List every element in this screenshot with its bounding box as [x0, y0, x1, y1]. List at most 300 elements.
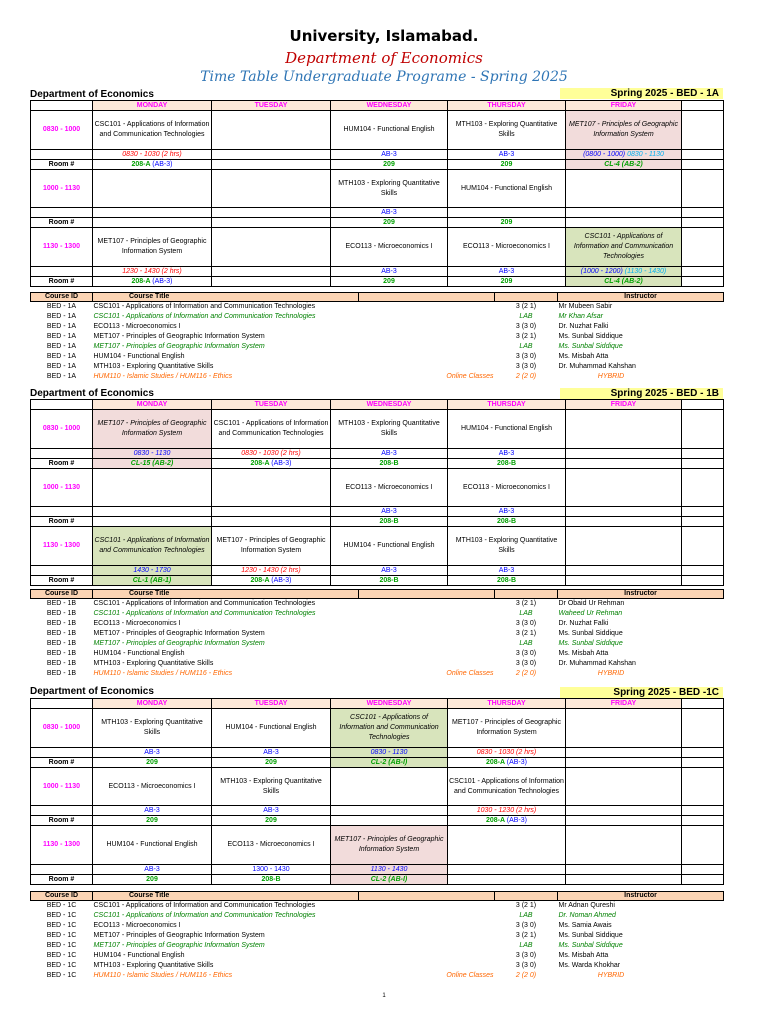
class-detail	[566, 208, 682, 218]
course-title: MET107 - Principles of Geographic Information System	[93, 333, 265, 340]
time-slot-row	[31, 768, 724, 806]
class-time: 0830 - 1030 (2 hrs)	[241, 449, 301, 457]
room-cell	[566, 875, 682, 885]
room-cell	[448, 576, 566, 586]
course-row	[31, 352, 724, 362]
instructor-header: Instructor	[558, 590, 724, 599]
room-number: 209	[383, 277, 395, 285]
room-block: (AB-3)	[506, 758, 527, 766]
course-id: BED - 1A	[46, 333, 77, 340]
class-time: AB-3	[381, 449, 397, 457]
class-time: AB-3	[381, 566, 397, 574]
course-instructor: Dr. Muhammad Kahshan	[558, 363, 636, 370]
room-number: 209	[383, 218, 395, 226]
class-detail	[212, 150, 331, 160]
course-title: MTH103 - Exploring Quantitative Skills	[93, 660, 214, 667]
class-detail	[212, 507, 331, 517]
course-title: CSC101 - Applications of Information and Communication Technologies	[93, 902, 316, 909]
class-detail	[212, 267, 331, 277]
course-credit: 3 (2 1)	[515, 630, 537, 637]
course-title: HUM110 - Islamic Studies / HUM116 - Ethics	[93, 373, 233, 380]
row-label	[31, 150, 93, 160]
room-row	[31, 576, 724, 586]
class-detail	[93, 208, 212, 218]
class-cell	[566, 709, 682, 748]
class-detail	[448, 566, 566, 576]
class-time: 1300 - 1430	[252, 865, 290, 873]
time-slot: 0830 - 1000	[31, 709, 93, 748]
extra-cell	[682, 228, 724, 267]
class-cell: MET107 - Principles of Geographic Information System	[212, 527, 331, 566]
class-detail	[331, 449, 448, 459]
course-title: CSC101 - Applications of Information and Communication Technologies	[93, 600, 316, 607]
instructor-header: Instructor	[558, 892, 724, 901]
class-time: (0800 - 1000)	[583, 150, 626, 158]
class-time: AB-3	[263, 806, 279, 814]
class-detail	[212, 208, 331, 218]
class-cell: CSC101 - Applications of Information and Communication Technologies	[93, 111, 212, 150]
class-detail	[566, 507, 682, 517]
extra-cell	[682, 507, 724, 517]
extra-cell	[682, 566, 724, 576]
room-number: 208-B	[496, 576, 517, 584]
course-id: BED - 1A	[46, 313, 77, 320]
room-cell	[212, 576, 331, 586]
corner-cell	[31, 400, 93, 410]
day-header: FRIDAY	[566, 400, 682, 410]
day-header: TUESDAY	[212, 699, 331, 709]
class-detail	[448, 208, 566, 218]
class-detail	[93, 566, 212, 576]
day-header: THURSDAY	[448, 400, 566, 410]
course-list-header	[31, 293, 724, 302]
course-title: MET107 - Principles of Geographic Information System	[93, 343, 265, 350]
course-note: Online Classes	[446, 972, 494, 979]
class-time: 0830 - 1030 (2 hrs)	[122, 150, 182, 158]
room-number: CL-1 (AB-1)	[132, 576, 172, 584]
section-badge: Spring 2025 - BED - 1A	[560, 88, 723, 99]
course-row	[31, 639, 724, 649]
room-number: CL-15 (AB-2)	[130, 459, 174, 467]
class-detail	[448, 449, 566, 459]
class-room-row	[31, 865, 724, 875]
course-instructor: Ms. Sunbal Siddique	[558, 630, 623, 637]
section-badge: Spring 2025 - BED -1C	[560, 687, 723, 698]
class-cell	[212, 469, 331, 507]
section-badge: Spring 2025 - BED - 1B	[560, 388, 723, 399]
room-block: (AB-3)	[152, 160, 173, 168]
room-cell	[331, 218, 448, 228]
course-instructor: Dr Obaid Ur Rehman	[558, 600, 625, 607]
time-slot-row	[31, 527, 724, 566]
room-number: 208-A	[131, 277, 151, 285]
row-label	[31, 449, 93, 459]
class-detail	[212, 566, 331, 576]
extra-cell	[682, 208, 724, 218]
day-header: FRIDAY	[566, 699, 682, 709]
class-time: (1000 - 1200)	[580, 267, 623, 275]
class-time: 0830 - 1030 (2 hrs)	[476, 748, 537, 756]
room-cell	[331, 816, 448, 826]
room-cell	[93, 576, 212, 586]
class-cell	[212, 111, 331, 150]
time-slot-row	[31, 111, 724, 150]
class-detail	[566, 865, 682, 875]
class-cell: ECO113 - Microeconomics I	[448, 228, 566, 267]
class-detail	[448, 507, 566, 517]
course-row	[31, 901, 724, 912]
room-number: 209	[265, 816, 277, 824]
class-time: AB-3	[381, 507, 397, 515]
room-number: CL-4 (AB-2)	[604, 160, 643, 168]
room-cell	[448, 160, 566, 170]
room-number: 208-A	[486, 816, 505, 824]
class-detail	[566, 566, 682, 576]
course-id: BED - 1A	[46, 363, 77, 370]
class-time: 1230 - 1430 (2 hrs)	[122, 267, 182, 275]
course-credit: LAB	[519, 912, 533, 919]
course-title: HUM104 - Functional English	[93, 952, 185, 959]
class-detail	[93, 449, 212, 459]
class-detail	[448, 865, 566, 875]
class-detail	[331, 267, 448, 277]
course-instructor: Ms. Sunbal Siddique	[558, 932, 623, 939]
course-title: HUM104 - Functional English	[93, 353, 185, 360]
course-note	[359, 941, 495, 951]
course-title: MTH103 - Exploring Quantitative Skills	[93, 962, 214, 969]
class-cell: MET107 - Principles of Geographic Information System	[93, 410, 212, 449]
extra-cell	[682, 768, 724, 806]
course-id: BED - 1C	[46, 912, 77, 919]
course-row	[31, 599, 724, 610]
room-block: (AB-3)	[152, 277, 173, 285]
class-time: AB-3	[498, 449, 515, 457]
class-detail	[566, 150, 682, 160]
extra-cell	[682, 111, 724, 150]
course-note	[359, 609, 495, 619]
class-time: AB-3	[498, 566, 515, 574]
day-header: TUESDAY	[212, 101, 331, 111]
room-cell	[93, 875, 212, 885]
course-row	[31, 941, 724, 951]
course-credit: 3 (3 0)	[515, 962, 537, 969]
course-id: BED - 1B	[46, 620, 77, 627]
extra-cell	[682, 816, 724, 826]
room-cell	[448, 816, 566, 826]
class-detail	[331, 865, 448, 875]
room-cell	[212, 277, 331, 287]
course-instructor: Ms. Sunbal Siddique	[558, 942, 623, 949]
credit-header	[495, 293, 558, 302]
extra-cell	[682, 469, 724, 507]
corner-cell	[31, 101, 93, 111]
room-label: Room #	[31, 576, 93, 586]
course-title-header: Course Title	[93, 892, 359, 901]
time-slot-row	[31, 469, 724, 507]
course-instructor: Mr Mubeen Sabir	[558, 303, 613, 310]
class-room-row	[31, 507, 724, 517]
timetable-grid	[30, 100, 724, 287]
room-label: Room #	[31, 517, 93, 527]
class-detail	[331, 806, 448, 816]
class-cell: ECO113 - Microeconomics I	[331, 228, 448, 267]
section-dept-title: Department of Economics	[30, 89, 154, 100]
class-time: 1130 - 1430	[370, 865, 408, 873]
course-instructor: HYBRID	[597, 670, 625, 677]
class-time: AB-3	[381, 150, 397, 158]
extra-cell	[682, 277, 724, 287]
class-detail	[93, 507, 212, 517]
course-id: BED - 1A	[46, 323, 77, 330]
course-id: BED - 1C	[46, 942, 77, 949]
room-number: 209	[383, 160, 395, 168]
course-credit: 3 (2 1)	[515, 932, 537, 939]
room-cell	[331, 277, 448, 287]
course-instructor: Ms. Sunbal Siddique	[558, 343, 623, 350]
extra-cell	[682, 218, 724, 228]
course-title-header: Course Title	[93, 293, 359, 302]
room-cell	[212, 160, 331, 170]
time-slot: 1000 - 1130	[31, 469, 93, 507]
time-slot: 1130 - 1300	[31, 826, 93, 865]
room-row	[31, 459, 724, 469]
class-cell: MET107 - Principles of Geographic Information System	[566, 111, 682, 150]
course-id-header: Course ID	[31, 293, 93, 302]
room-row	[31, 277, 724, 287]
course-id: BED - 1B	[46, 600, 77, 607]
room-cell	[93, 459, 212, 469]
room-cell	[212, 517, 331, 527]
extra-cell	[682, 101, 724, 111]
course-id: BED - 1C	[46, 952, 77, 959]
time-slot: 0830 - 1000	[31, 410, 93, 449]
course-id: BED - 1C	[46, 922, 77, 929]
course-note	[359, 312, 495, 322]
class-cell: ECO113 - Microeconomics I	[212, 826, 331, 865]
class-room-row	[31, 748, 724, 758]
room-row	[31, 160, 724, 170]
course-credit: LAB	[519, 343, 533, 350]
course-instructor: Dr. Noman Ahmed	[558, 912, 616, 919]
extra-cell	[682, 758, 724, 768]
class-time: 1230 - 1430 (2 hrs)	[241, 566, 301, 574]
room-cell	[448, 277, 566, 287]
credit-header	[495, 590, 558, 599]
room-block: (AB-3)	[271, 576, 292, 584]
room-cell	[566, 459, 682, 469]
class-cell	[448, 826, 566, 865]
course-instructor: Ms. Misbah Atta	[558, 650, 609, 657]
room-cell	[212, 459, 331, 469]
class-detail	[93, 748, 212, 758]
course-row	[31, 609, 724, 619]
class-room-row	[31, 449, 724, 459]
class-cell: ECO113 - Microeconomics I	[331, 469, 448, 507]
room-number: CL-2 (AB-I)	[370, 875, 408, 883]
day-header-row	[31, 101, 724, 111]
extra-cell	[682, 160, 724, 170]
course-title: MET107 - Principles of Geographic Information System	[93, 630, 265, 637]
room-cell	[448, 758, 566, 768]
room-cell	[93, 758, 212, 768]
room-cell	[93, 160, 212, 170]
course-id: BED - 1B	[46, 610, 77, 617]
extra-cell	[682, 527, 724, 566]
room-row	[31, 218, 724, 228]
course-instructor: HYBRID	[597, 972, 625, 979]
university-title: University, Islamabad.	[289, 27, 479, 45]
class-cell: MET107 - Principles of Geographic Information System	[331, 826, 448, 865]
class-room-row	[31, 806, 724, 816]
course-row	[31, 951, 724, 961]
course-note	[359, 639, 495, 649]
class-cell: MTH103 - Exploring Quantitative Skills	[448, 527, 566, 566]
room-row	[31, 816, 724, 826]
course-note-header	[359, 590, 495, 599]
room-label: Room #	[31, 459, 93, 469]
course-title: CSC101 - Applications of Information and Communication Technologies	[93, 313, 316, 320]
course-note	[359, 322, 495, 332]
room-cell	[331, 758, 448, 768]
room-cell	[566, 758, 682, 768]
room-number: 208-B	[379, 576, 399, 584]
class-cell: HUM104 - Functional English	[448, 410, 566, 449]
room-cell	[331, 576, 448, 586]
time-slot-row	[31, 228, 724, 267]
course-credit: 2 (2 0)	[515, 373, 537, 380]
room-number: 208-B	[379, 459, 399, 467]
extra-cell	[682, 410, 724, 449]
course-note	[359, 901, 495, 912]
room-number: 209	[500, 160, 513, 168]
day-header: WEDNESDAY	[331, 699, 448, 709]
course-id: BED - 1A	[46, 303, 77, 310]
class-time: 1030 - 1230 (2 hrs)	[476, 806, 537, 814]
instructor-header: Instructor	[558, 293, 724, 302]
room-cell	[566, 218, 682, 228]
course-row	[31, 332, 724, 342]
course-note	[359, 911, 495, 921]
class-time: 0830 - 1130	[133, 449, 171, 457]
room-cell	[212, 758, 331, 768]
course-instructor: Dr. Nuzhat Falki	[558, 323, 609, 330]
class-cell: MTH103 - Exploring Quantitative Skills	[331, 170, 448, 208]
class-detail	[212, 748, 331, 758]
room-number: 208-A	[486, 758, 505, 766]
row-label	[31, 566, 93, 576]
section-dept-title: Department of Economics	[30, 388, 154, 399]
course-credit: 3 (3 0)	[515, 650, 537, 657]
extra-cell	[682, 865, 724, 875]
course-credit: 3 (3 0)	[515, 620, 537, 627]
class-cell: MTH103 - Exploring Quantitative Skills	[93, 709, 212, 748]
class-time: AB-3	[498, 267, 515, 275]
class-detail	[566, 267, 682, 277]
day-header: WEDNESDAY	[331, 101, 448, 111]
course-row	[31, 619, 724, 629]
course-list	[30, 292, 724, 382]
room-cell	[93, 218, 212, 228]
course-credit: 3 (3 0)	[515, 363, 537, 370]
class-cell: HUM104 - Functional English	[331, 527, 448, 566]
room-cell	[566, 160, 682, 170]
extra-cell	[682, 400, 724, 410]
course-title: MET107 - Principles of Geographic Information System	[93, 932, 265, 939]
day-header: THURSDAY	[448, 699, 566, 709]
course-id: BED - 1B	[46, 660, 77, 667]
room-cell	[448, 517, 566, 527]
class-room-row	[31, 150, 724, 160]
course-row	[31, 649, 724, 659]
row-label	[31, 507, 93, 517]
class-cell: HUM104 - Functional English	[448, 170, 566, 208]
room-cell	[212, 875, 331, 885]
course-title: MET107 - Principles of Geographic Information System	[93, 640, 265, 647]
extra-cell	[682, 517, 724, 527]
course-credit: 3 (2 1)	[515, 303, 537, 310]
room-number: 208-A	[131, 160, 151, 168]
course-credit: LAB	[519, 942, 533, 949]
class-detail	[566, 748, 682, 758]
timetable-grid	[30, 698, 724, 885]
class-detail	[448, 748, 566, 758]
day-header: THURSDAY	[448, 101, 566, 111]
course-note	[359, 629, 495, 639]
class-cell: HUM104 - Functional English	[212, 709, 331, 748]
class-cell: MTH103 - Exploring Quantitative Skills	[448, 111, 566, 150]
class-cell	[566, 170, 682, 208]
course-list	[30, 589, 724, 679]
class-room-row	[31, 208, 724, 218]
room-cell	[448, 875, 566, 885]
class-detail	[566, 449, 682, 459]
room-number: 208-A	[250, 576, 270, 584]
day-header: MONDAY	[93, 699, 212, 709]
course-credit: 3 (3 0)	[515, 323, 537, 330]
class-time: 0830 - 1130	[370, 748, 408, 756]
row-label	[31, 748, 93, 758]
day-header: FRIDAY	[566, 101, 682, 111]
class-cell	[93, 469, 212, 507]
room-row	[31, 758, 724, 768]
extra-cell	[682, 826, 724, 865]
room-cell	[93, 277, 212, 287]
course-note	[359, 931, 495, 941]
course-title: ECO113 - Microeconomics I	[93, 922, 181, 929]
course-title: HUM104 - Functional English	[93, 650, 185, 657]
class-detail	[448, 806, 566, 816]
room-cell	[566, 517, 682, 527]
room-cell	[566, 816, 682, 826]
row-label	[31, 267, 93, 277]
room-number: 209	[146, 816, 158, 824]
room-cell	[331, 517, 448, 527]
course-note	[359, 352, 495, 362]
class-time: AB-3	[498, 507, 515, 515]
time-slot-row	[31, 826, 724, 865]
course-credit: 2 (2 0)	[515, 670, 537, 677]
course-row	[31, 372, 724, 382]
class-detail	[93, 267, 212, 277]
extra-cell	[682, 576, 724, 586]
room-number: 208-A	[250, 459, 270, 467]
course-title: CSC101 - Applications of Information and Communication Technologies	[93, 303, 316, 310]
corner-cell	[31, 699, 93, 709]
course-note	[359, 649, 495, 659]
course-title: ECO113 - Microeconomics I	[93, 620, 181, 627]
class-detail	[448, 267, 566, 277]
class-cell	[566, 826, 682, 865]
